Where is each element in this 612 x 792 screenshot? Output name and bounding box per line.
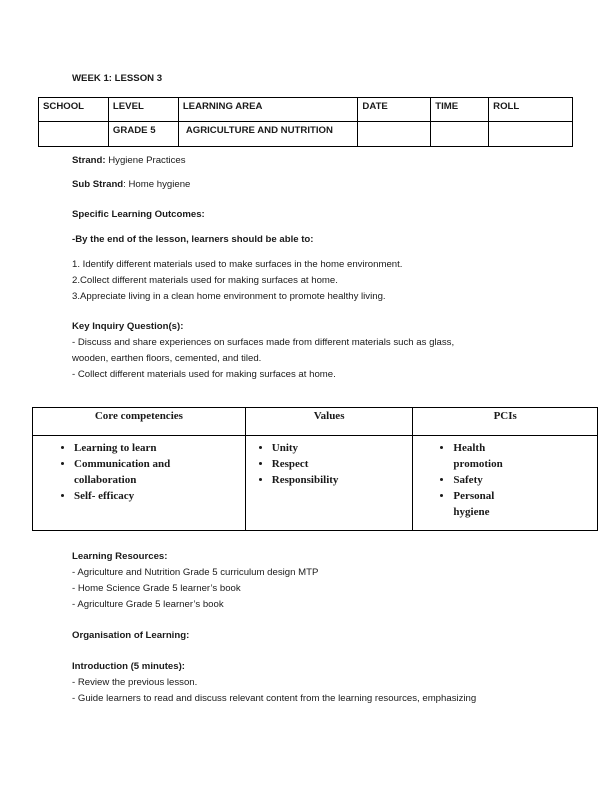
sub-strand-label: Sub Strand [72, 179, 124, 190]
list-item: • Self- efficacy [74, 488, 204, 504]
cell-school [39, 122, 109, 147]
pcis-cell [413, 436, 598, 531]
list-item: • Responsibility [272, 472, 413, 488]
values-cell [245, 436, 413, 531]
intro-line: - Review the previous lesson. [72, 677, 198, 688]
cell-date [358, 122, 431, 147]
organisation-heading: Organisation of Learning: [72, 630, 190, 641]
sub-strand-value: : Home hygiene [123, 179, 191, 190]
resource-item: - Home Science Grade 5 learner’s book [72, 583, 241, 594]
header-roll: ROLL [489, 98, 573, 122]
list-item: • Unity [272, 440, 413, 456]
slo-intro: -By the end of the lesson, learners should be able to: [72, 234, 314, 245]
lesson-heading: WEEK 1: LESSON 3 [72, 73, 163, 84]
kiq-line: - Discuss and share experiences on surfaces made from different materials such as glass, [72, 337, 455, 348]
header-level: LEVEL [108, 98, 178, 122]
list-item: • Health promotion [453, 440, 513, 472]
header-time: TIME [431, 98, 489, 122]
list-item: • Personal hygiene [453, 488, 513, 520]
competencies-table [32, 407, 598, 531]
intro-line: - Guide learners to read and discuss relevant content from the learning resources, emphasizing [72, 693, 477, 704]
list-item: • Communication and collaboration [74, 456, 204, 488]
strand-value: Hygiene Practices [105, 155, 186, 166]
lesson-info-table [38, 97, 573, 147]
header-core-competencies: Core competencies [33, 408, 246, 436]
core-competencies-cell [33, 436, 246, 531]
strand [72, 155, 186, 167]
resource-item: - Agriculture Grade 5 learner’s book [72, 599, 224, 610]
kiq-heading: Key Inquiry Question(s): [72, 321, 184, 332]
list-item: • Learning to learn [74, 440, 204, 456]
kiq-line: - Collect different materials used for making surfaces at home. [72, 369, 336, 380]
sub-strand [72, 179, 190, 191]
header-school: SCHOOL [39, 98, 109, 122]
list-item: • Respect [272, 456, 413, 472]
cell-learning-area: AGRICULTURE AND NUTRITION [178, 122, 358, 147]
resource-item: - Agriculture and Nutrition Grade 5 curriculum design MTP [72, 567, 319, 578]
outcome: 2.Collect different materials used for making surfaces at home. [72, 275, 338, 286]
header-learning-area: LEARNING AREA [178, 98, 358, 122]
header-values: Values [245, 408, 413, 436]
cell-time [431, 122, 489, 147]
outcome: 1. Identify different materials used to make surfaces in the home environment. [72, 259, 403, 270]
outcome: 3.Appreciate living in a clean home environment to promote healthy living. [72, 291, 386, 302]
cell-level: GRADE 5 [108, 122, 178, 147]
slo-heading: Specific Learning Outcomes: [72, 209, 205, 220]
list-item: • Safety [453, 472, 513, 488]
resources-heading: Learning Resources: [72, 551, 168, 562]
header-date: DATE [358, 98, 431, 122]
header-pcis: PCIs [413, 408, 598, 436]
intro-heading: Introduction (5 minutes): [72, 661, 185, 672]
strand-label: Strand: [72, 155, 106, 166]
kiq-line: wooden, earthen floors, cemented, and tiled. [72, 353, 262, 364]
cell-roll [489, 122, 573, 147]
